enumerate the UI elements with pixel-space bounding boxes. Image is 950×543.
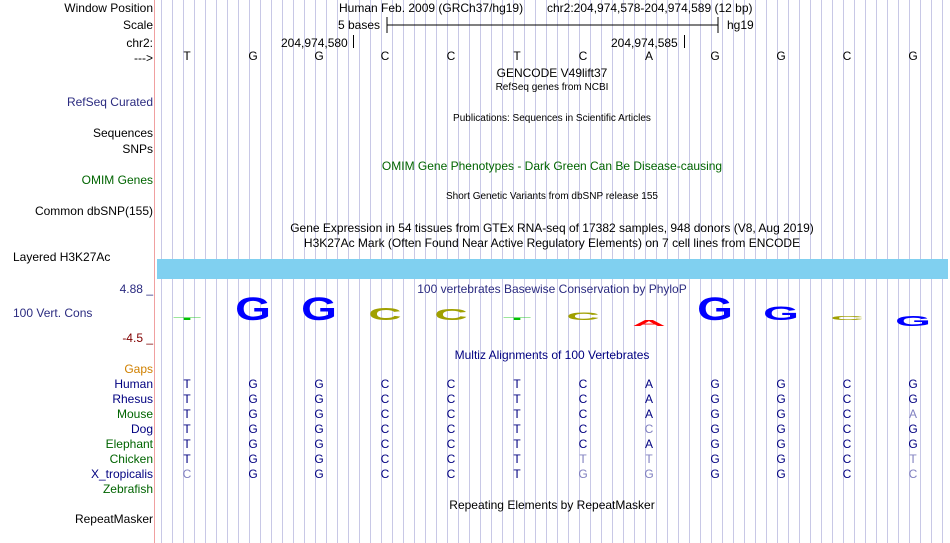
alignment-base: C (842, 437, 852, 451)
alignment-base: G (710, 437, 720, 451)
alignment-base: G (314, 377, 324, 391)
alignment-base: G (776, 467, 786, 481)
alignment-base: C (446, 407, 456, 421)
alignment-base: T (513, 422, 521, 436)
assembly-title: Human Feb. 2009 (GRCh37/hg19) (339, 1, 524, 15)
alignment-base: T (183, 377, 191, 391)
coordinate-1-tick (353, 35, 354, 48)
repeatmasker-track-label[interactable]: RepeatMasker (74, 512, 153, 526)
alignment-base: C (380, 377, 390, 391)
ruler-base: G (314, 49, 324, 63)
alignment-base: G (644, 467, 654, 481)
alignment-base: G (248, 422, 258, 436)
h3k27ac-signal-bar (157, 259, 948, 279)
chr-label: chr2: (126, 36, 153, 50)
alignment-base: G (710, 377, 720, 391)
dbsnp-track-title: Short Genetic Variants from dbSNP release 155 (446, 191, 658, 202)
alignment-base: G (314, 422, 324, 436)
alignment-base: G (578, 467, 588, 481)
species-label: X_tropicalis (90, 467, 153, 481)
alignment-base: G (710, 392, 720, 406)
alignment-base: A (644, 392, 653, 406)
alignment-base: G (248, 437, 258, 451)
phylop-sequence-logo (0, 296, 950, 332)
alignment-base: C (446, 392, 456, 406)
omim-track-label[interactable]: OMIM Genes (81, 173, 153, 187)
gaps-label: Gaps (124, 362, 153, 376)
alignment-base: G (248, 377, 258, 391)
logo-letter: C (566, 310, 600, 323)
ruler-base: C (380, 49, 390, 63)
alignment-base: T (513, 437, 521, 451)
alignment-base: C (380, 437, 390, 451)
logo-letter: C (830, 314, 864, 322)
alignment-base: C (182, 467, 192, 481)
logo-letter: G (763, 303, 799, 325)
alignment-base: G (776, 452, 786, 466)
species-label: Chicken (109, 452, 153, 466)
cons-min-label: -4.5 _ (122, 331, 153, 345)
alignment-base: C (908, 467, 918, 481)
alignment-base: T (183, 452, 191, 466)
alignment-base: C (842, 452, 852, 466)
scale-bar (386, 16, 720, 34)
alignment-base: C (380, 392, 390, 406)
ruler-base: C (446, 49, 456, 63)
alignment-base: T (645, 452, 653, 466)
alignment-base: G (314, 467, 324, 481)
refseq-track-title: RefSeq genes from NCBI (495, 82, 609, 93)
ruler-base: G (776, 49, 786, 63)
logo-letter: G (895, 313, 931, 330)
alignment-base: G (314, 407, 324, 421)
species-label: Zebrafish (102, 482, 153, 496)
common-dbsnp-track-label[interactable]: Common dbSNP(155) (34, 204, 153, 218)
alignment-base: T (513, 392, 521, 406)
alignment-base: G (314, 437, 324, 451)
sequences-track-label[interactable]: Sequences (92, 126, 153, 140)
alignment-base: A (908, 407, 917, 421)
alignment-base: C (842, 407, 852, 421)
alignment-base: G (776, 392, 786, 406)
alignment-base: C (446, 467, 456, 481)
window-position-label: Window Position (64, 1, 153, 15)
alignment-base: C (446, 377, 456, 391)
coordinate-2: 204,974,585 (611, 36, 678, 50)
layered-h3k27ac-track-label[interactable]: Layered H3K27Ac (13, 250, 111, 264)
scale-db-label: hg19 (727, 18, 754, 32)
alignment-base: T (513, 452, 521, 466)
h3k27ac-track-title: H3K27Ac Mark (Often Found Near Active Regulatory Elements) on 7 cell lines from ENCODE (303, 236, 801, 250)
logo-letter: A (632, 318, 666, 328)
alignment-base: C (446, 422, 456, 436)
snps-track-label[interactable]: SNPs (122, 142, 153, 156)
logo-letter: C (434, 306, 468, 324)
multiz-track-title: Multiz Alignments of 100 Vertebrates (454, 348, 650, 362)
alignment-base: C (842, 377, 852, 391)
alignment-base: C (380, 422, 390, 436)
vert-cons-track-label[interactable]: 100 Vert. Cons (13, 306, 93, 320)
ruler-base: T (183, 49, 191, 63)
gtex-track-title[interactable]: Gene Expression in 54 tissues from GTEx RNA-seq of 17382 samples, 948 donors (V8, Aug 2019) (290, 221, 814, 235)
alignment-base: T (183, 392, 191, 406)
alignment-base: G (248, 392, 258, 406)
phylop-track-title: 100 vertebrates Basewise Conservation by PhyloP (417, 282, 687, 296)
alignment-base: G (248, 467, 258, 481)
ruler-base: G (248, 49, 258, 63)
alignment-base: G (908, 377, 918, 391)
alignment-base: C (842, 392, 852, 406)
alignment-base: C (644, 422, 654, 436)
logo-letter: G (697, 296, 733, 328)
species-label: Dog (130, 422, 153, 436)
scale-bar-text: 5 bases (338, 18, 381, 32)
logo-letter: C (368, 304, 402, 325)
alignment-base: A (644, 437, 653, 451)
ruler-base: G (908, 49, 918, 63)
alignment-base: G (776, 407, 786, 421)
alignment-base: G (248, 407, 258, 421)
alignment-base: G (710, 422, 720, 436)
alignment-base: T (513, 407, 521, 421)
alignment-base: C (446, 437, 456, 451)
ruler-base: T (513, 49, 521, 63)
species-label: Rhesus (112, 392, 153, 406)
logo-letter: G (235, 296, 271, 328)
species-label: Human (114, 377, 153, 391)
alignment-base: G (776, 437, 786, 451)
alignment-base: C (380, 452, 390, 466)
strand-label[interactable]: ---> (134, 51, 153, 65)
alignment-base: G (710, 467, 720, 481)
repeatmasker-track-title: Repeating Elements by RepeatMasker (449, 498, 655, 512)
gencode-track-title[interactable]: GENCODE V49lift37 (496, 66, 608, 80)
cons-max-label: 4.88 _ (119, 282, 153, 296)
alignment-base: G (248, 452, 258, 466)
alignment-base: G (710, 452, 720, 466)
alignment-base: G (314, 452, 324, 466)
species-label: Elephant (105, 437, 153, 451)
alignment-base: T (183, 437, 191, 451)
alignment-base: G (908, 422, 918, 436)
alignment-base: C (446, 452, 456, 466)
alignment-base: C (578, 392, 588, 406)
alignment-base: G (776, 377, 786, 391)
alignment-base: G (776, 422, 786, 436)
refseq-track-label[interactable]: RefSeq Curated (66, 95, 153, 109)
alignment-base: C (380, 467, 390, 481)
ruler-base: A (644, 49, 653, 63)
publications-track-title[interactable]: Publications: Sequences in Scientific Articles (453, 113, 651, 124)
alignment-base: G (710, 407, 720, 421)
species-label: Mouse (116, 407, 153, 421)
ruler-base: C (578, 49, 588, 63)
alignment-base: T (513, 377, 521, 391)
alignment-base: C (578, 422, 588, 436)
scale-label: Scale (122, 18, 153, 32)
position-readout: chr2:204,974,578-204,974,589 (12 bp) (547, 1, 753, 15)
coordinate-2-tick (684, 35, 685, 48)
logo-letter: T (502, 316, 532, 321)
ruler-base: C (842, 49, 852, 63)
alignment-base: T (579, 452, 587, 466)
logo-letter: T (172, 316, 202, 321)
alignment-base: C (578, 437, 588, 451)
alignment-base: T (513, 467, 521, 481)
alignment-base: T (183, 422, 191, 436)
alignment-base: C (578, 377, 588, 391)
alignment-base: T (183, 407, 191, 421)
coordinate-1: 204,974,580 (281, 36, 348, 50)
omim-track-title: OMIM Gene Phenotypes - Dark Green Can Be Disease-causing (381, 159, 723, 173)
alignment-base: C (380, 407, 390, 421)
alignment-base: T (909, 452, 917, 466)
logo-letter: G (301, 296, 337, 328)
alignment-base: C (842, 467, 852, 481)
alignment-base: C (578, 407, 588, 421)
alignment-base: G (908, 392, 918, 406)
alignment-base: A (644, 407, 653, 421)
alignment-base: C (842, 422, 852, 436)
alignment-base: G (314, 392, 324, 406)
alignment-base: A (644, 377, 653, 391)
ruler-base: G (710, 49, 720, 63)
alignment-base: G (908, 437, 918, 451)
